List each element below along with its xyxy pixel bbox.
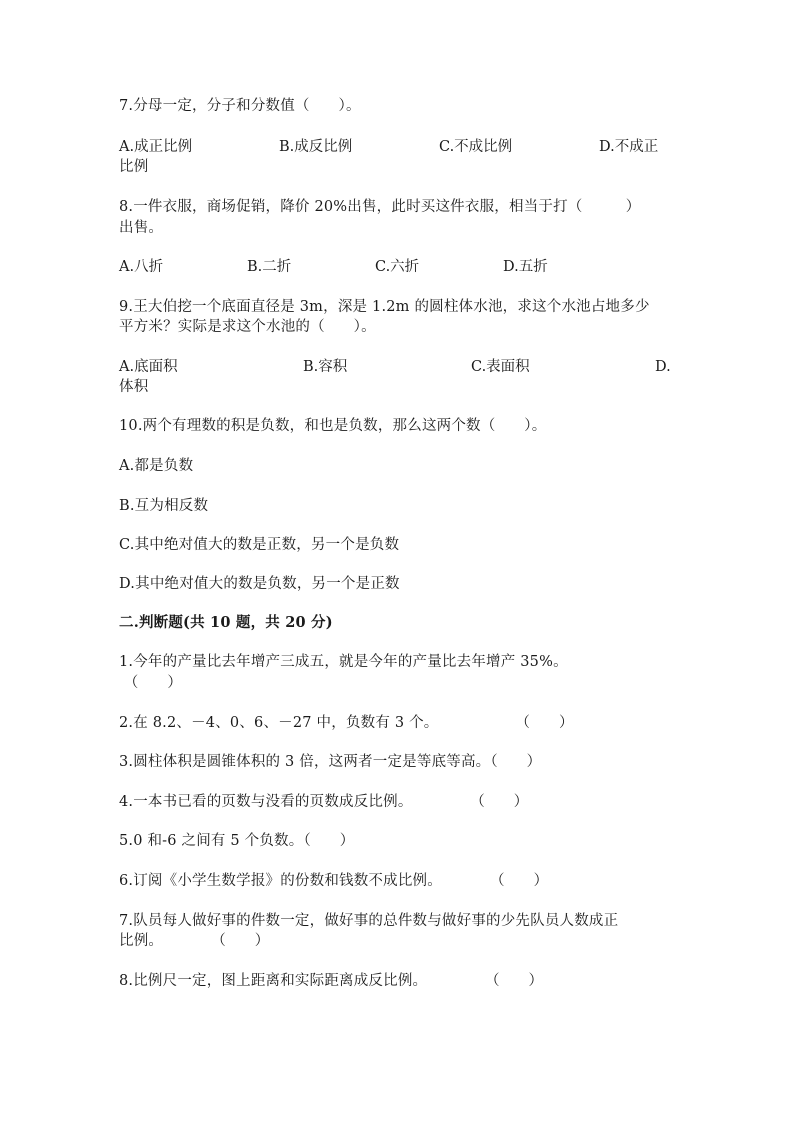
q8-stem-line2: 出售。 (119, 220, 164, 236)
q10-option-b: B.互为相反数 (119, 498, 209, 514)
q7-option-d: D.不成正 (599, 139, 659, 155)
tf-item-4: 4.一本书已看的页数与没看的页数成反比例。 （ ） (119, 794, 529, 810)
q8-stem-line1: 8.一件衣服，商场促销，降价 20%出售，此时买这件衣服，相当于打（ ） (119, 199, 641, 215)
tf-item-5: 5.0 和-6 之间有 5 个负数。（ ） (119, 833, 355, 849)
q7-option-b: B.成反比例 (279, 139, 353, 155)
q9-option-a: A.底面积 (119, 359, 178, 375)
tf-item-6: 6.订阅《小学生数学报》的份数和钱数不成比例。 （ ） (119, 873, 549, 889)
tf-item-8: 8.比例尺一定，图上距离和实际距离成反比例。 （ ） (119, 973, 544, 989)
section-heading: 二.判断题(共 10 题，共 20 分) (119, 614, 333, 631)
tf-item-1-line2: （ ） (119, 675, 183, 691)
tf-item-3: 3.圆柱体积是圆锥体积的 3 倍，这两者一定是等底等高。（ ） (119, 754, 542, 770)
q9-stem-line1: 9.王大伯挖一个底面直径是 3m，深是 1.2m 的圆柱体水池，求这个水池占地多少 (119, 299, 650, 315)
tf-item-1-line1: 1.今年的产量比去年增产三成五，就是今年的产量比去年增产 35%。 (119, 654, 568, 670)
q9-option-d-wrap: 体积 (119, 379, 149, 395)
q8-option-c: C.六折 (375, 259, 420, 275)
q7-stem: 7.分母一定，分子和分数值（ ）。 (119, 98, 361, 114)
q10-option-c: C.其中绝对值大的数是正数，另一个是负数 (119, 537, 400, 553)
q9-option-d: D. (655, 359, 671, 375)
q8-option-a: A.八折 (119, 259, 164, 275)
q9-option-c: C.表面积 (471, 359, 530, 375)
q8-option-d: D.五折 (503, 259, 548, 275)
q10-stem: 10.两个有理数的积是负数，和也是负数，那么这两个数（ ）。 (119, 418, 547, 434)
q10-option-d: D.其中绝对值大的数是负数，另一个是正数 (119, 576, 400, 592)
tf-item-7-line2: 比例。 （ ） (119, 933, 270, 949)
q9-stem-line2: 平方米？实际是求这个水池的（ ）。 (119, 319, 376, 335)
q9-option-b: B.容积 (303, 359, 348, 375)
tf-item-2: 2.在 8.2、－4、0、6、－27 中，负数有 3 个。 （ ） (119, 715, 574, 731)
q8-option-b: B.二折 (247, 259, 292, 275)
q7-option-d-wrap: 比例 (119, 159, 149, 175)
q7-option-c: C.不成比例 (439, 139, 513, 155)
tf-item-7-line1: 7.队员每人做好事的件数一定，做好事的总件数与做好事的少先队员人数成正 (119, 913, 619, 929)
q7-option-a: A.成正比例 (119, 139, 193, 155)
q10-option-a: A.都是负数 (119, 458, 194, 474)
